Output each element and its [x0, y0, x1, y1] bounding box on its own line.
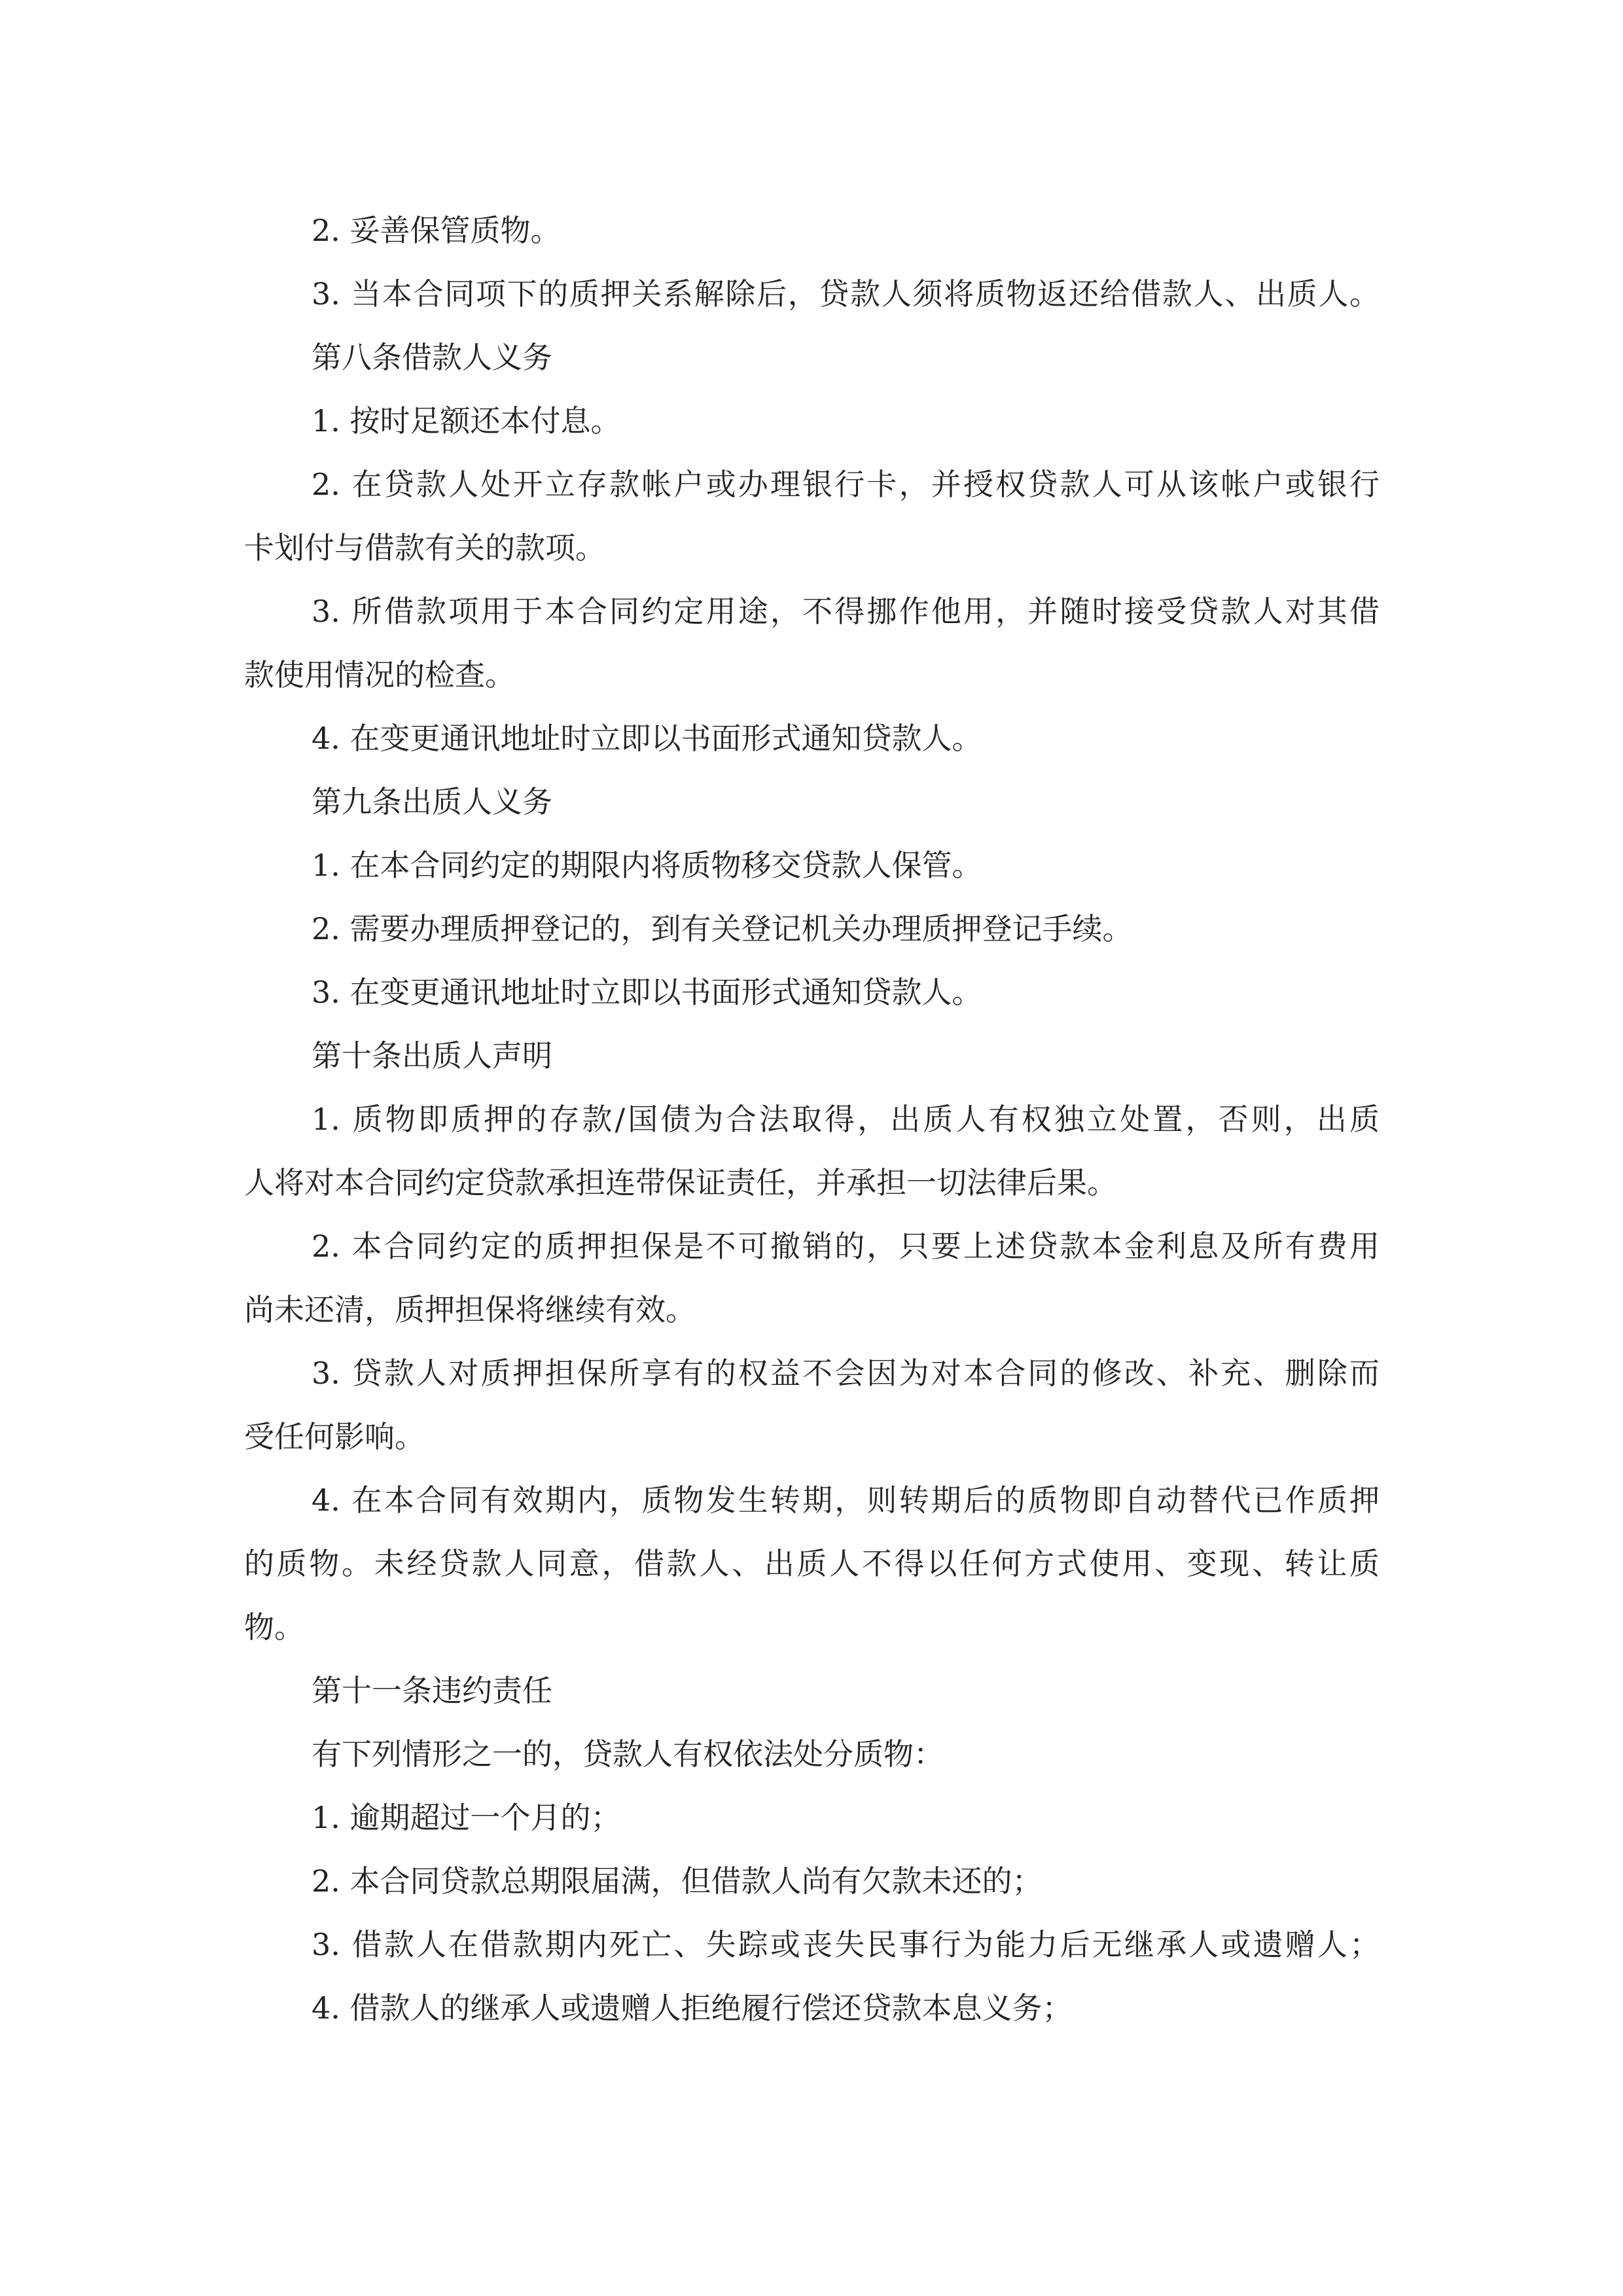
document-line: 1. 在本合同约定的期限内将质物移交贷款人保管。	[312, 848, 982, 883]
document-line: 1. 按时足额还本付息。	[312, 403, 621, 439]
document-line: 3. 所借款项用于本合同约定用途，不得挪作他用，并随时接受贷款人对其借	[312, 594, 1380, 629]
document-line: 第十一条违约责任	[312, 1673, 552, 1708]
document-line: 受任何影响。	[244, 1419, 425, 1454]
document-line: 4. 借款人的继承人或遗赠人拒绝履行偿还贷款本息义务；	[312, 1990, 1073, 2026]
document-line: 第八条借款人义务	[312, 340, 552, 375]
document-line: 4. 在变更通讯地址时立即以书面形式通知贷款人。	[312, 721, 982, 756]
document-line: 2. 需要办理质押登记的，到有关登记机关办理质押登记手续。	[312, 911, 1133, 946]
document-line: 1. 质物即质押的存款/国债为合法取得，出质人有权独立处置，否则，出质	[312, 1102, 1380, 1137]
document-line: 1. 逾期超过一个月的；	[312, 1800, 621, 1835]
document-line: 卡划付与借款有关的款项。	[244, 530, 605, 565]
document-line: 的质物。未经贷款人同意，借款人、出质人不得以任何方式使用、变现、转让质	[244, 1546, 1380, 1581]
document-body	[244, 199, 1380, 2040]
document-line: 3. 在变更通讯地址时立即以书面形式通知贷款人。	[312, 975, 982, 1010]
document-line: 第九条出质人义务	[312, 784, 552, 819]
document-line: 3. 贷款人对质押担保所享有的权益不会因为对本合同的修改、补充、删除而	[312, 1355, 1380, 1391]
document-line: 有下列情形之一的，贷款人有权依法处分质物：	[312, 1736, 944, 1772]
document-line: 尚未还清，质押担保将继续有效。	[244, 1292, 696, 1327]
document-line: 2. 妥善保管质物。	[312, 213, 561, 248]
document-line: 2. 本合同约定的质押担保是不可撤销的，只要上述贷款本金利息及所有费用	[312, 1229, 1380, 1264]
document-line: 2. 本合同贷款总期限届满，但借款人尚有欠款未还的；	[312, 1863, 1043, 1899]
document-line: 4. 在本合同有效期内，质物发生转期，则转期后的质物即自动替代已作质押	[312, 1482, 1380, 1518]
document-line: 第十条出质人声明	[312, 1038, 552, 1073]
document-line: 3. 当本合同项下的质押关系解除后，贷款人须将质物返还给借款人、出质人。	[312, 276, 1380, 312]
document-line: 物。	[244, 1609, 304, 1645]
document-line: 人将对本合同约定贷款承担连带保证责任，并承担一切法律后果。	[244, 1165, 1117, 1200]
document-line: 2. 在贷款人处开立存款帐户或办理银行卡，并授权贷款人可从该帐户或银行	[312, 467, 1380, 502]
document-line: 款使用情况的检查。	[244, 657, 515, 692]
document-line: 3. 借款人在借款期内死亡、失踪或丧失民事行为能力后无继承人或遗赠人；	[312, 1927, 1380, 1962]
